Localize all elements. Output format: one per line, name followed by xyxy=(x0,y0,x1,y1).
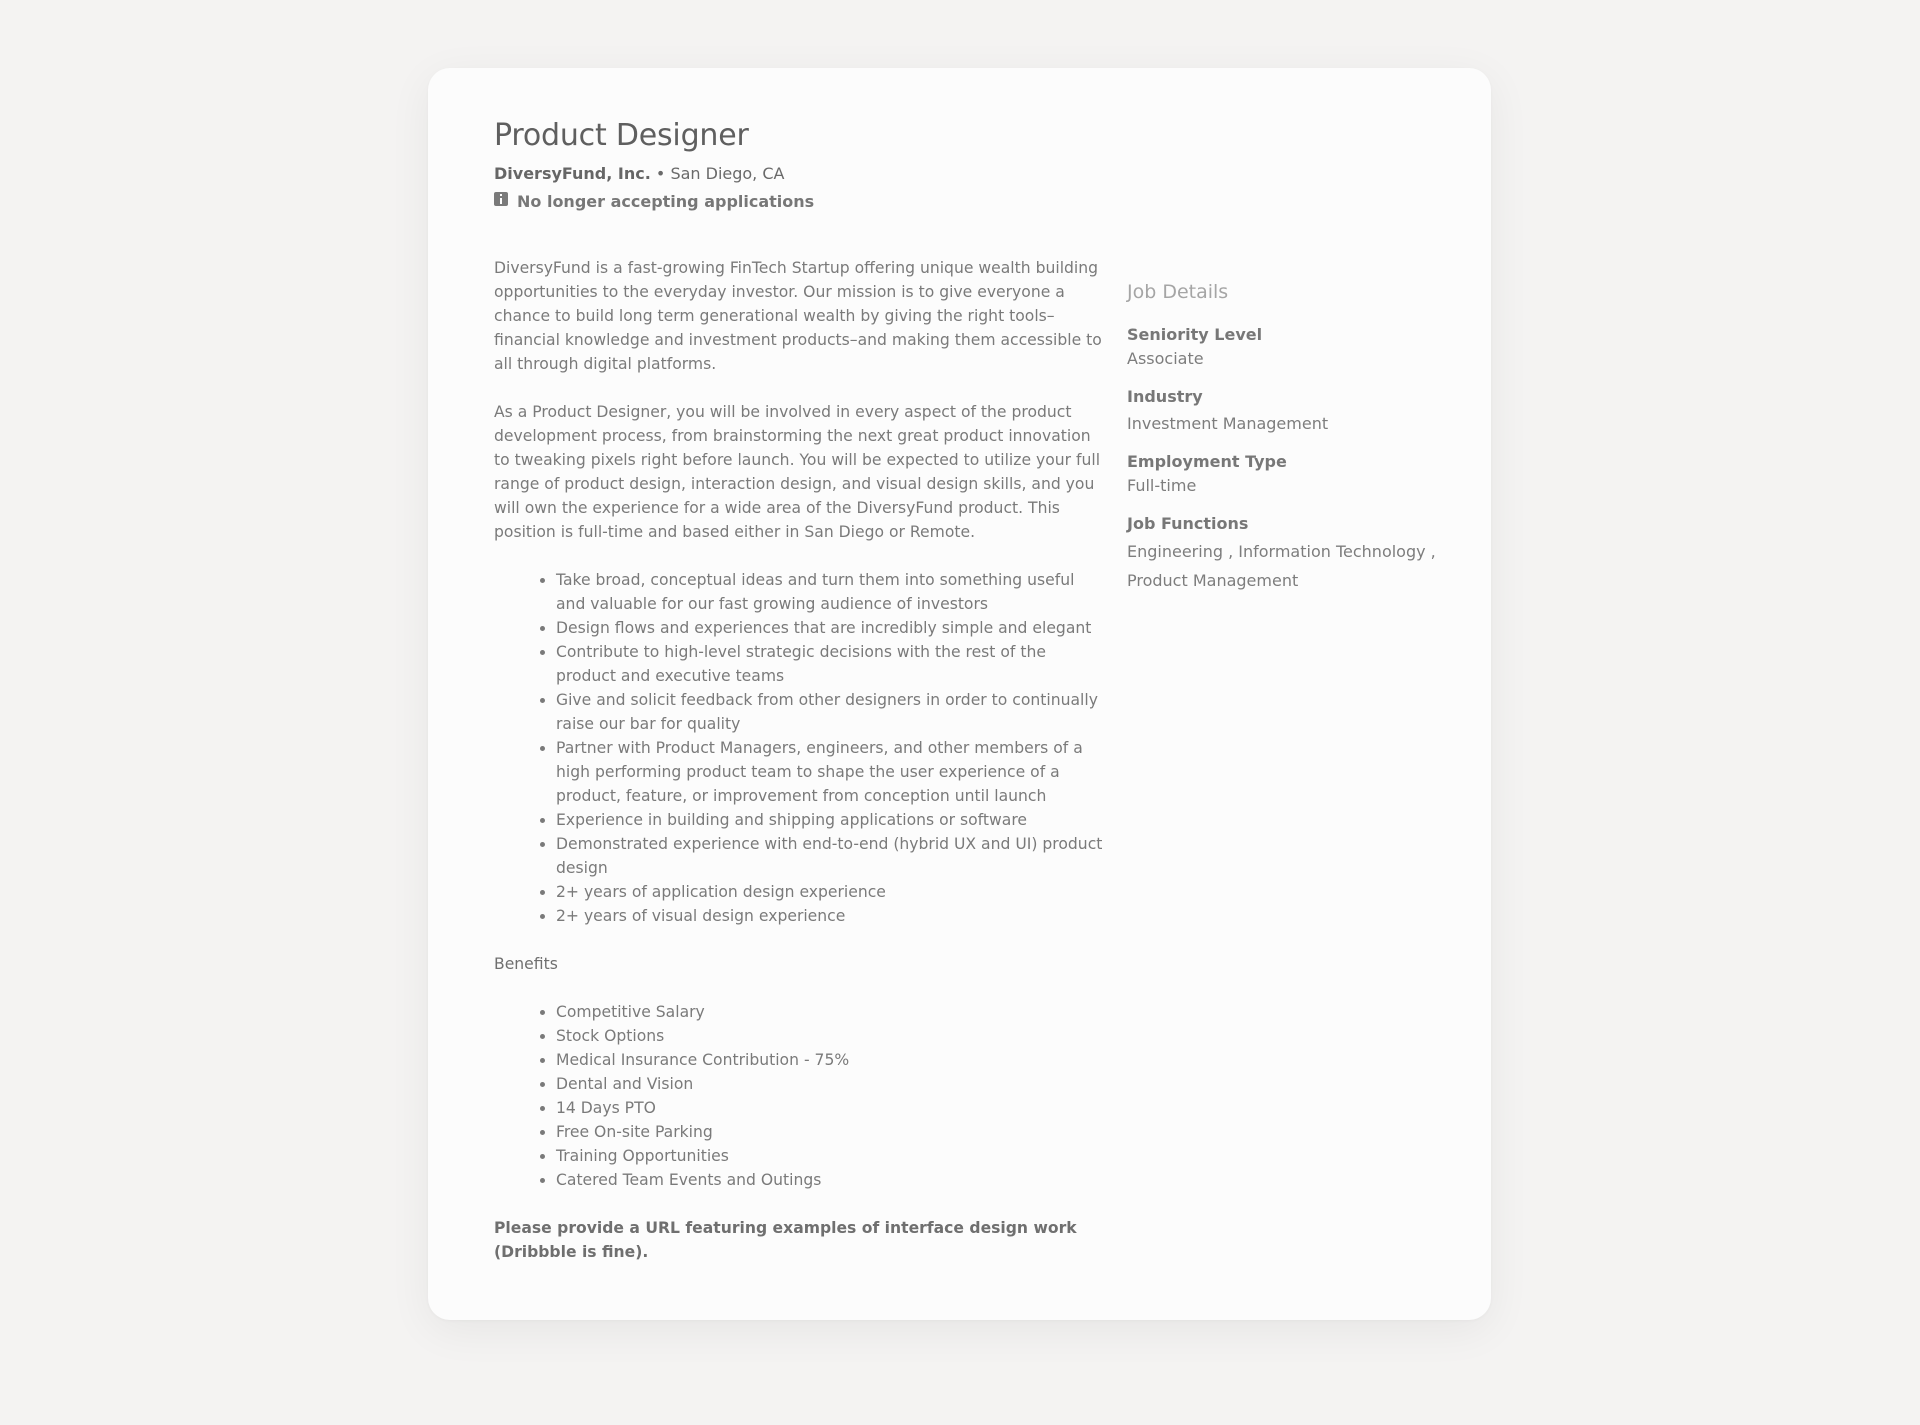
responsibilities-list xyxy=(494,568,1104,928)
company-intro-paragraph: DiversyFund is a fast-growing FinTech Startup offering unique wealth building opportunities to the everyday investor. Our mission is to give everyone a chance to build long term generational wealth by giving the right tools–financial knowledge and investment products–and making them accessible to all through digital platforms. xyxy=(494,259,1102,373)
job-posting-card xyxy=(428,68,1491,1320)
company-location-line xyxy=(494,162,1394,186)
list-item: • Design flows and experiences that are incredibly simple and elegant xyxy=(556,616,1104,640)
list-item: • Competitive Salary xyxy=(556,1000,1104,1024)
list-item: • Give and solicit feedback from other designers in order to continually raise our bar for quality xyxy=(556,688,1104,736)
seniority-level-value: Associate xyxy=(1127,349,1204,368)
job-functions-group xyxy=(1127,513,1447,595)
list-item: • Partner with Product Managers, engineers, and other members of a high performing product team to shape the user experience of a product, feature, or improvement from conception until launch xyxy=(556,736,1104,808)
list-item: • Demonstrated experience with end-to-end (hybrid UX and UI) product design xyxy=(556,832,1104,880)
list-item: • Contribute to high-level strategic decisions with the rest of the product and executive teams xyxy=(556,640,1104,688)
employment-type-value: Full-time xyxy=(1127,476,1197,495)
separator-dot: • xyxy=(655,164,666,183)
seniority-level-group xyxy=(1127,324,1447,372)
job-title: Product Designer xyxy=(494,118,749,153)
job-details-panel xyxy=(1127,278,1447,609)
job-location: San Diego, CA xyxy=(670,164,785,183)
job-details-title: Job Details xyxy=(1127,281,1229,303)
job-functions-label: Job Functions xyxy=(1127,514,1249,533)
company-name: DiversyFund, Inc. xyxy=(494,164,651,183)
industry-label: Industry xyxy=(1127,387,1203,406)
list-item: • 2+ years of visual design experience xyxy=(556,904,1104,928)
list-item: • Free On-site Parking xyxy=(556,1120,1104,1144)
application-status xyxy=(494,190,1394,214)
list-item: • Stock Options xyxy=(556,1024,1104,1048)
list-item: • Dental and Vision xyxy=(556,1072,1104,1096)
application-instructions: Please provide a URL featuring examples of interface design work (Dribbble is fine). xyxy=(494,1219,1077,1261)
list-item: • 2+ years of application design experience xyxy=(556,880,1104,904)
seniority-level-label: Seniority Level xyxy=(1127,325,1263,344)
employment-type-label: Employment Type xyxy=(1127,452,1287,471)
job-description xyxy=(494,256,1104,1264)
industry-value: Investment Management xyxy=(1127,414,1329,433)
job-functions-value: Engineering , Information Technology , Product Management xyxy=(1127,542,1436,590)
info-icon xyxy=(494,192,508,206)
list-item: • 14 Days PTO xyxy=(556,1096,1104,1120)
list-item: • Training Opportunities xyxy=(556,1144,1104,1168)
role-paragraph: As a Product Designer, you will be involved in every aspect of the product development process, from brainstorming the next great product innovation to tweaking pixels right before launch. You will be expected to utilize your full range of product design, interaction design, and visual design skills, and you will own the experience for a wide area of the DiversyFund product. This position is full-time and based either in San Diego or Remote. xyxy=(494,403,1101,541)
application-status-text: No longer accepting applications xyxy=(517,192,815,211)
benefits-list xyxy=(494,1000,1104,1192)
job-header xyxy=(494,114,1394,214)
industry-group xyxy=(1127,386,1447,437)
list-item: • Medical Insurance Contribution - 75% xyxy=(556,1048,1104,1072)
benefits-heading: Benefits xyxy=(494,955,558,973)
employment-type-group xyxy=(1127,451,1447,499)
list-item: • Experience in building and shipping applications or software xyxy=(556,808,1104,832)
list-item: • Catered Team Events and Outings xyxy=(556,1168,1104,1192)
list-item: • Take broad, conceptual ideas and turn them into something useful and valuable for our fast growing audience of investors xyxy=(556,568,1104,616)
